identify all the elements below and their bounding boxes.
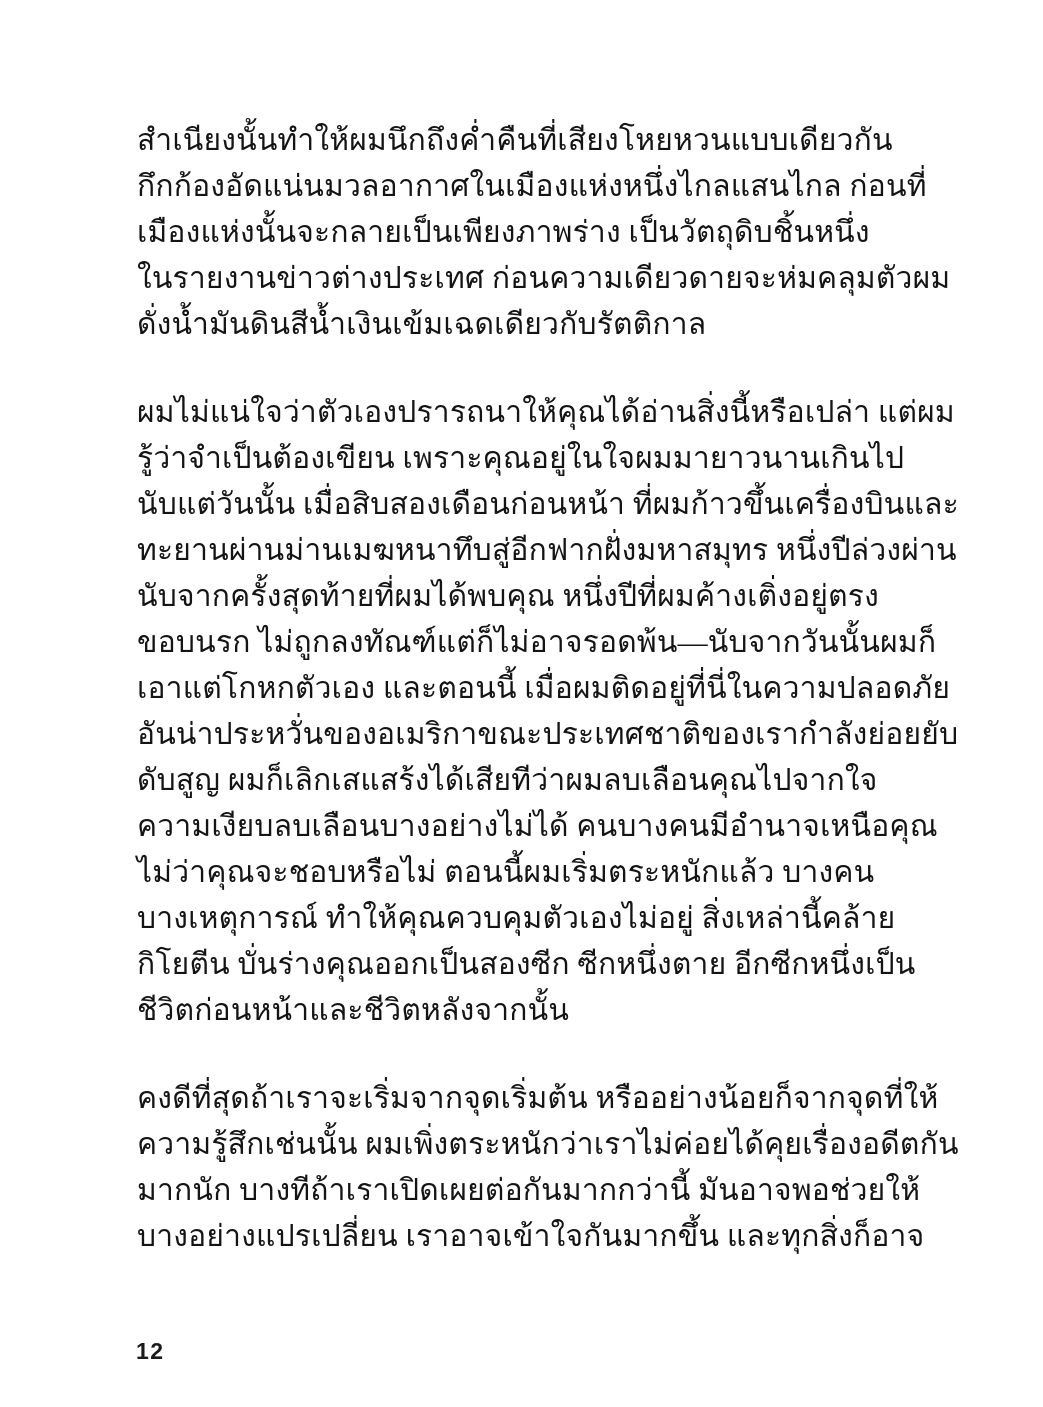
- text-line: สำเนียงนั้นทำให้ผมนึกถึงค่ำคืนที่เสียงโหยหวนแบบเดียวกัน: [137, 124, 893, 157]
- text-line: ความเงียบลบเลือนบางอย่างไม่ได้ คนบางคนมีอำนาจเหนือคุณ: [137, 810, 938, 843]
- text-line: คงดีที่สุดถ้าเราจะเริ่มจากจุดเริ่มต้น หรืออย่างน้อยก็จากจุดที่ให้: [137, 1082, 939, 1115]
- text-line: นับแต่วันนั้น เมื่อสิบสองเดือนก่อนหน้า ที่ผมก้าวขึ้นเครื่องบินและ: [137, 488, 959, 521]
- text-line: นับจากครั้งสุดท้ายที่ผมได้พบคุณ หนึ่งปีที่ผมค้างเติ่งอยู่ตรง: [137, 580, 879, 613]
- paragraph: [137, 118, 951, 348]
- text-line: รู้ว่าจำเป็นต้องเขียน เพราะคุณอยู่ในใจผมมายาวนานเกินไป: [137, 442, 905, 475]
- paragraph: [137, 390, 959, 1034]
- text-line: มากนัก บางทีถ้าเราเปิดเผยต่อกันมากกว่านี้ มันอาจพอช่วยให้: [137, 1174, 921, 1207]
- text-line: ไม่ว่าคุณจะชอบหรือไม่ ตอนนี้ผมเริ่มตระหนักแล้ว บางคน: [137, 856, 875, 889]
- paragraph: [137, 1076, 959, 1260]
- text-line: ความรู้สึกเช่นนั้น ผมเพิ่งตระหนักว่าเราไม่ค่อยได้คุยเรื่องอดีตกัน: [137, 1128, 959, 1161]
- text-line: ในรายงานข่าวต่างประเทศ ก่อนความเดียวดายจะห่มคลุมตัวผม: [137, 262, 951, 295]
- page-body-text: [137, 118, 959, 1302]
- text-line: ขอบนรก ไม่ถูกลงทัณฑ์แต่ก็ไม่อาจรอดพ้น—นับจากวันนั้นผมก็: [137, 626, 937, 659]
- text-line: กิโยตีน บั่นร่างคุณออกเป็นสองซีก ซีกหนึ่งตาย อีกซีกหนึ่งเป็น: [137, 948, 916, 981]
- text-line: ชีวิตก่อนหน้าและชีวิตหลังจากนั้น: [137, 994, 570, 1027]
- text-line: บางอย่างแปรเปลี่ยน เราอาจเข้าใจกันมากขึ้น และทุกสิ่งก็อาจ: [137, 1220, 925, 1253]
- text-line: ดับสูญ ผมก็เลิกเสแสร้งได้เสียทีว่าผมลบเลือนคุณไปจากใจ: [137, 764, 878, 797]
- text-line: บางเหตุการณ์ ทำให้คุณควบคุมตัวเองไม่อยู่ สิ่งเหล่านี้คล้าย: [137, 902, 896, 935]
- text-line: กึกก้องอัดแน่นมวลอากาศในเมืองแห่งหนึ่งไกลแสนไกล ก่อนที่: [137, 170, 927, 203]
- text-line: ทะยานผ่านม่านเมฆหนาทึบสู่อีกฟากฝั่งมหาสมุทร หนึ่งปีล่วงผ่าน: [137, 534, 957, 567]
- text-line: ดั่งน้ำมันดินสีน้ำเงินเข้มเฉดเดียวกับรัตติกาล: [137, 308, 707, 341]
- text-line: ผมไม่แน่ใจว่าตัวเองปรารถนาให้คุณได้อ่านสิ่งนี้หรือเปล่า แต่ผม: [137, 396, 955, 429]
- text-line: เมืองแห่งนั้นจะกลายเป็นเพียงภาพร่าง เป็นวัตถุดิบชิ้นหนึ่ง: [137, 216, 870, 249]
- text-line: อันน่าประหวั่นของอเมริกาขณะประเทศชาติของเรากำลังย่อยยับ: [137, 718, 959, 751]
- text-line: เอาแต่โกหกตัวเอง และตอนนี้ เมื่อผมติดอยู่ที่นี่ในความปลอดภัย: [137, 672, 951, 705]
- page-number: 12: [136, 1338, 165, 1364]
